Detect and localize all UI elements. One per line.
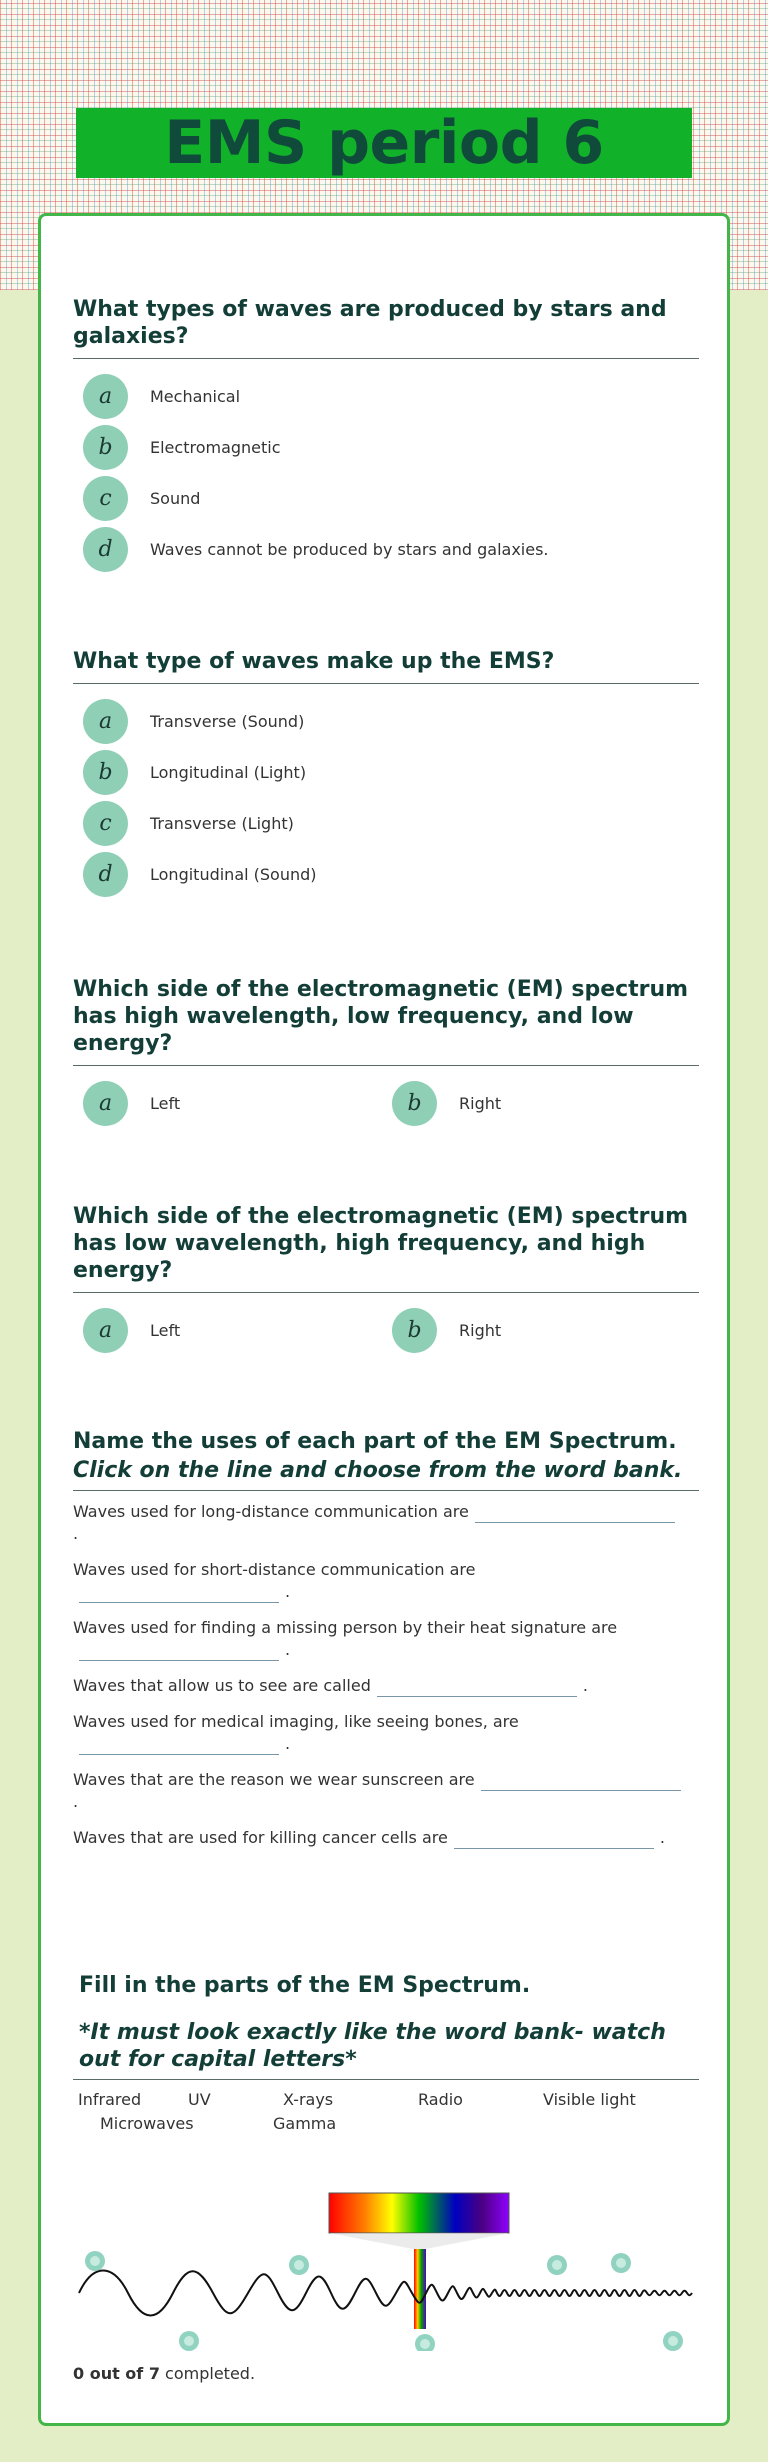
question-2 [73,648,699,900]
option-letter: d [83,852,128,897]
q4-option-b[interactable] [382,1305,691,1356]
word-bank-item[interactable]: X-rays [283,2090,334,2109]
fill-line-5 [73,1711,699,1755]
spectrum-section [73,1972,699,2140]
option-letter: b [392,1308,437,1353]
drop-target-dot [90,2256,100,2266]
answer-blank[interactable] [79,1735,279,1755]
progress-count: 0 out of 7 [73,2364,160,2383]
answer-blank[interactable] [79,1641,279,1661]
title-banner [76,108,692,178]
q1-option-a[interactable] [73,371,699,422]
period: . [285,1734,291,1753]
question-3-text: Which side of the electromagnetic (EM) spectrum has high wavelength, low frequency, and low energy? [73,976,699,1066]
fill-section-subheading: Click on the line and choose from the word bank. [73,1457,699,1491]
q1-option-d[interactable] [73,524,699,575]
visible-spectrum-bar [329,2193,509,2233]
question-1 [73,296,699,575]
word-bank-item[interactable]: Infrared [78,2090,142,2109]
fill-line-text: Waves used for finding a missing person by their heat signature are [73,1618,618,1637]
fill-blanks-section [73,1428,699,1863]
period: . [73,1792,79,1811]
period: . [659,1828,665,1847]
word-bank [73,2090,699,2140]
fill-line-1 [73,1501,699,1545]
q4-option-a[interactable] [73,1305,382,1356]
answer-blank[interactable] [377,1677,577,1697]
option-letter: b [392,1081,437,1126]
q2-option-d[interactable] [73,849,699,900]
page-title: EMS period 6 [164,108,604,178]
option-letter: c [83,476,128,521]
word-bank-item[interactable]: Microwaves [100,2114,194,2133]
q3-option-a[interactable] [73,1078,382,1129]
period: . [285,1640,291,1659]
question-4-text: Which side of the electromagnetic (EM) spectrum has low wavelength, high frequency, and high energy? [73,1203,699,1293]
spectrum-subheading: *It must look exactly like the word bank- watch out for capital letters* [73,2019,699,2080]
option-label: Waves cannot be produced by stars and galaxies. [150,540,549,559]
period: . [285,1582,291,1601]
drop-target-dot [184,2336,194,2346]
answer-blank[interactable] [454,1829,654,1849]
option-label: Transverse (Light) [150,814,294,833]
option-label: Left [150,1094,181,1113]
question-1-text: What types of waves are produced by stars and galaxies? [73,296,699,359]
drop-target-dot [616,2258,626,2268]
answer-blank[interactable] [475,1503,675,1523]
fill-line-text: Waves used for medical imaging, like seeing bones, are [73,1712,519,1731]
fill-line-text: Waves used for long-distance communication are [73,1502,469,1521]
option-letter: c [83,801,128,846]
word-bank-item[interactable]: Radio [418,2090,463,2109]
option-label: Right [459,1094,502,1113]
q1-option-c[interactable] [73,473,699,524]
spectrum-projection [329,2233,509,2249]
answer-blank[interactable] [481,1771,681,1791]
period: . [582,1676,588,1695]
option-label: Sound [150,489,201,508]
fill-line-7 [73,1827,699,1849]
option-letter: a [83,699,128,744]
fill-line-6 [73,1769,699,1813]
q1-option-b[interactable] [73,422,699,473]
option-letter: a [83,374,128,419]
em-spectrum-diagram [73,2191,699,2351]
fill-section-heading: Name the uses of each part of the EM Spectrum. [73,1429,677,1454]
drop-target-dot [420,2339,430,2349]
visible-band [414,2249,426,2329]
option-label: Left [150,1321,181,1340]
spectrum-heading: Fill in the parts of the EM Spectrum. [79,1973,531,1998]
answer-blank[interactable] [79,1583,279,1603]
option-letter: a [83,1081,128,1126]
fill-line-2 [73,1559,699,1603]
worksheet-card [38,213,730,2426]
word-bank-item[interactable]: Gamma [273,2114,337,2133]
progress-suffix: completed. [159,2364,256,2383]
fill-line-text: Waves used for short-distance communication are [73,1560,476,1579]
question-4 [73,1203,699,1356]
q2-option-a[interactable] [73,696,699,747]
option-letter: b [83,750,128,795]
q2-option-b[interactable] [73,747,699,798]
word-bank-item[interactable]: UV [188,2090,211,2109]
option-label: Longitudinal (Light) [150,763,307,782]
drop-target-dot [294,2260,304,2270]
fill-line-4 [73,1675,699,1697]
fill-line-3 [73,1617,699,1661]
option-letter: d [83,527,128,572]
em-wave-line [79,2271,692,2316]
question-2-text: What type of waves make up the EMS? [73,648,699,684]
option-label: Electromagnetic [150,438,281,457]
option-label: Mechanical [150,387,241,406]
option-label: Transverse (Sound) [150,712,305,731]
fill-line-text: Waves that are used for killing cancer cells are [73,1828,448,1847]
fill-line-text: Waves that are the reason we wear sunscreen are [73,1770,475,1789]
option-letter: b [83,425,128,470]
q2-option-c[interactable] [73,798,699,849]
option-label: Longitudinal (Sound) [150,865,317,884]
fill-line-text: Waves that allow us to see are called [73,1676,371,1695]
question-3 [73,976,699,1129]
progress-footer [73,2364,255,2383]
option-label: Right [459,1321,502,1340]
drop-target-dot [668,2336,678,2346]
word-bank-item[interactable]: Visible light [543,2090,636,2109]
option-letter: a [83,1308,128,1353]
drop-target-dot [552,2260,562,2270]
q3-option-b[interactable] [382,1078,691,1129]
period: . [73,1524,79,1543]
